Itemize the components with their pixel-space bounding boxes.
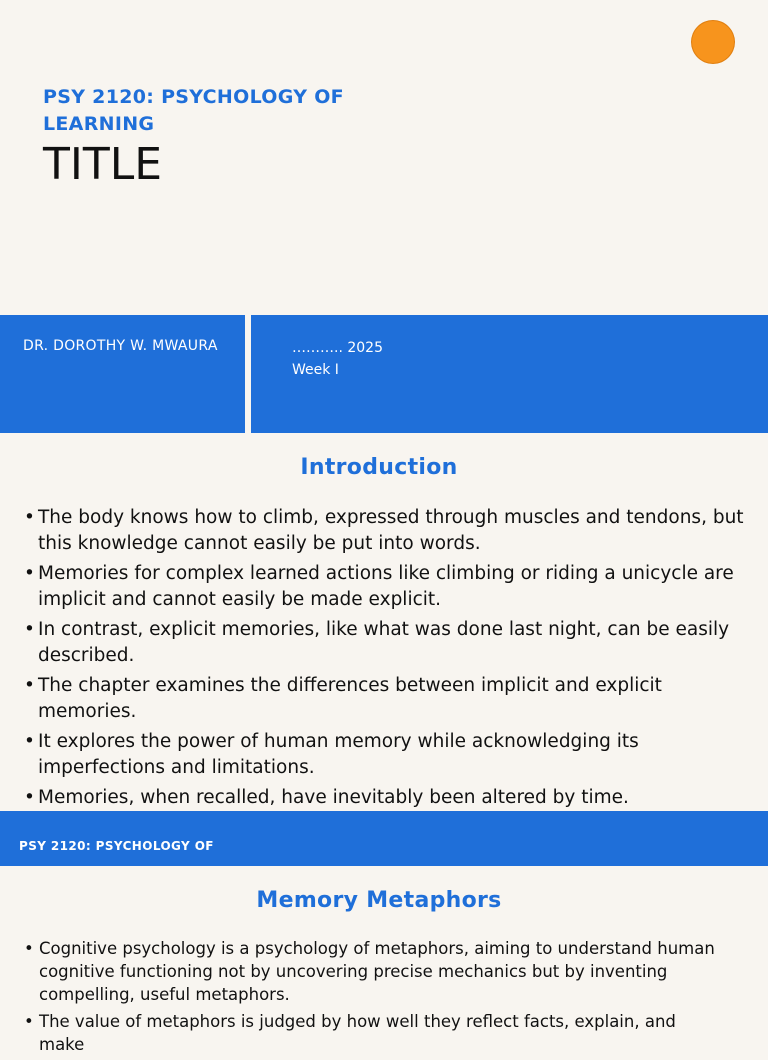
title-slide [0, 0, 768, 433]
list-item: • The body knows how to climb, expressed through muscles and tendons, but this knowledge cannot easily be put into words. [24, 505, 744, 557]
date-block [292, 337, 383, 381]
date-text: ……….. 2025 [292, 340, 383, 356]
list-item: • In contrast, explicit memories, like what was done last night, can be easily described. [24, 617, 744, 669]
list-item: • The value of metaphors is judged by how well they reflect facts, explain, and make [24, 1010, 724, 1056]
list-item: • The chapter examines the differences between implicit and explicit memories. [24, 673, 744, 725]
memory-metaphors-heading: Memory Metaphors [256, 888, 502, 913]
date-band [251, 315, 768, 433]
list-item: • It explores the power of human memory while acknowledging its imperfections and limitations. [24, 729, 744, 781]
introduction-bullet-list [24, 505, 744, 815]
list-item: • Memories for complex learned actions like climbing or riding a unicycle are implicit and cannot easily be made explicit. [24, 561, 744, 613]
author-name: DR. DOROTHY W. MWAURA [23, 338, 218, 354]
footer-band [0, 811, 768, 866]
slide-title: TITLE [43, 139, 163, 190]
week-text: Week I [292, 362, 339, 378]
introduction-heading: Introduction [300, 455, 458, 480]
author-band [0, 315, 245, 433]
orange-circle-decoration [692, 21, 734, 63]
list-item: • Cognitive psychology is a psychology of metaphors, aiming to understand human cognitive functioning not by uncovering precise mechanics but by inventing compelling, useful metaphors. [24, 937, 724, 1006]
footer-text: PSY 2120: PSYCHOLOGY OF [19, 839, 214, 853]
metaphors-bullet-list [24, 937, 724, 1060]
course-title: PSY 2120: PSYCHOLOGY OF LEARNING [43, 86, 344, 135]
list-item: • Memories, when recalled, have inevitably been altered by time. [24, 785, 744, 811]
